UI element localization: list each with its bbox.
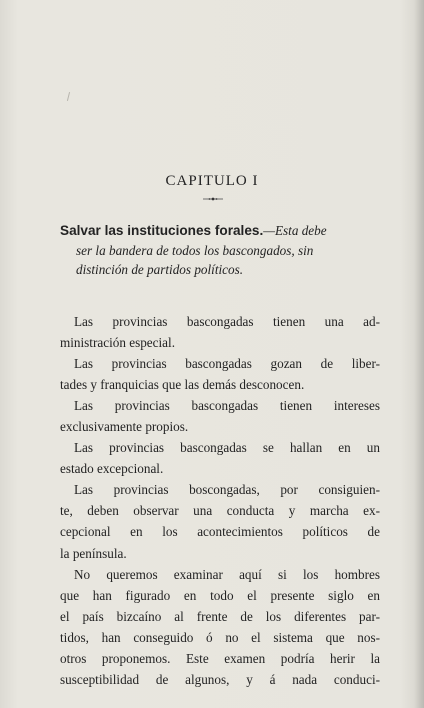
- body-line: No queremos examinar aquí si los hombres: [74, 566, 380, 582]
- page-edge-shadow: [414, 0, 424, 708]
- paper-mark: [67, 92, 70, 101]
- body-line: otros proponemos. Este examen podría herir la: [60, 650, 380, 666]
- body-line: tades y franquicias que las demás desconocen.: [60, 377, 305, 393]
- body-line: el país bizcaíno al frente de los diferentes par-: [60, 608, 380, 624]
- summary-italic-text: —Esta debe: [263, 223, 327, 238]
- summary-line-3: distinción de partidos políticos.: [76, 262, 244, 277]
- body-line: Las provincias bascongadas tienen una ad-: [74, 314, 380, 329]
- body-line: ministración especial.: [60, 335, 175, 351]
- body-line: cepcional en los acontecimientos políticos de: [60, 524, 380, 540]
- body-line: susceptibilidad de algunos, y á nada conduci-: [60, 671, 380, 687]
- body-line: que han figurado en todo el presente siglo en: [60, 587, 380, 603]
- body-line: Las provincias boscongadas, por consiguien-: [74, 482, 380, 498]
- summary-bold-title: Salvar las instituciones forales.: [60, 223, 264, 238]
- body-text: [60, 311, 380, 690]
- body-line: te, deben observar una conducta y marcha ex-: [60, 503, 380, 519]
- body-line: tidos, han conseguido ó no el sistema que nos-: [60, 629, 380, 645]
- body-line: la península.: [60, 545, 127, 561]
- ornament-divider-icon: [203, 197, 223, 201]
- body-line: Las provincias bascongadas gozan de liber-: [74, 356, 380, 372]
- body-line: Las provincias bascongadas tienen intereses: [74, 398, 380, 414]
- body-line: estado excepcional.: [60, 461, 164, 477]
- body-line: exclusivamente propios.: [60, 419, 189, 435]
- chapter-heading: CAPITULO I: [165, 173, 259, 189]
- summary-line-1: [60, 221, 380, 241]
- chapter-summary: [60, 221, 380, 280]
- summary-line-2: ser la bandera de todos los bascongados, sin: [76, 242, 314, 258]
- body-line: Las provincias bascongadas se hallan en un: [74, 440, 380, 456]
